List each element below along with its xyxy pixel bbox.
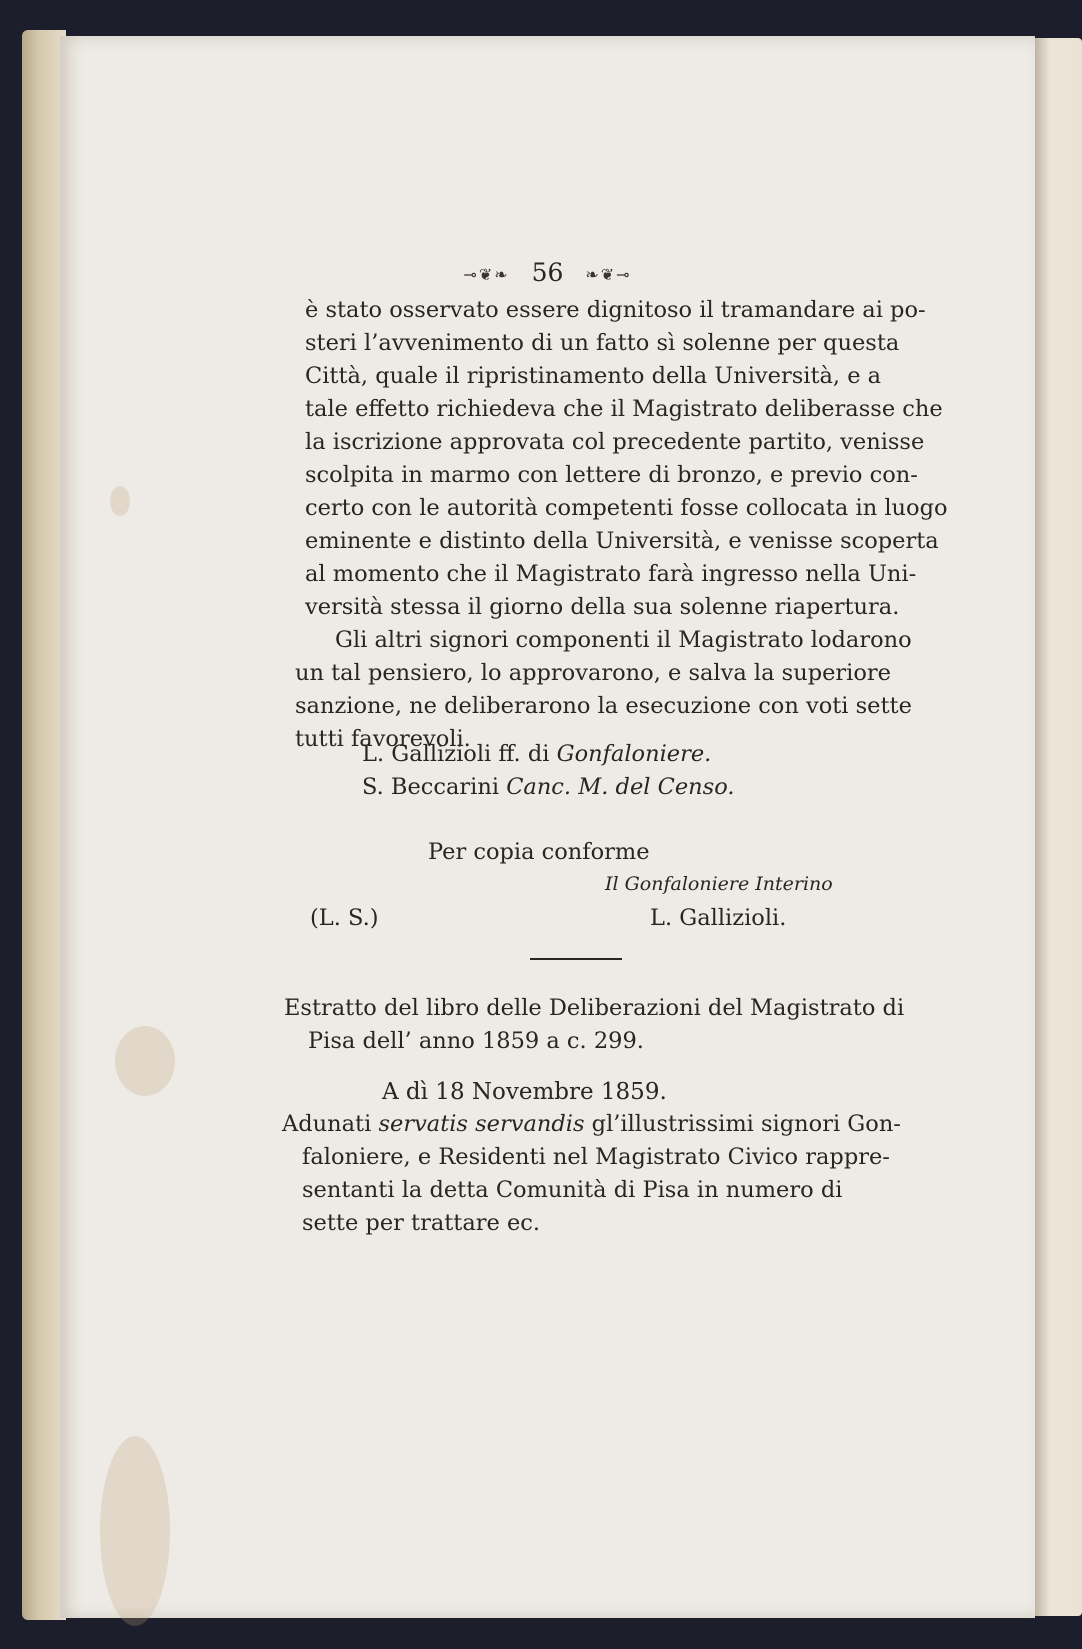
text-line: sentanti la detta Comunità di Pisa in numero di [302,1177,843,1203]
text-line: versità stessa il giorno della sua solenne riapertura. [305,594,900,620]
text-line: la iscrizione approvata col precedente partito, venisse [305,429,925,455]
text-line: è stato osservato essere dignitoso il tramandare ai po- [305,297,926,323]
copy-conforme: Per copia conforme [428,839,650,865]
next-page-edge [1032,38,1082,1616]
paragraph-1 [305,294,948,624]
page-number: 56 [531,258,564,287]
book-page [60,36,1035,1618]
text-line: sanzione, ne deliberarono la esecuzione con voti sette [295,693,912,719]
signature-beccarini: S. Beccarini Canc. M. del Censo. [362,774,735,800]
text-line: un tal pensiero, lo approvarono, e salva la superiore [295,660,891,686]
paragraph-2 [295,624,912,756]
text-line: Estratto del libro delle Deliberazioni del Magistrato di [284,995,905,1021]
text-line: steri l’avvenimento di un fatto sì solenne per questa [305,330,900,356]
divider-rule [530,958,622,960]
date-line: A dì 18 Novembre 1859. [382,1079,667,1105]
ornament-right-icon: ❧❦⊸ [585,265,632,284]
text-line: Città, quale il ripristinamento della Università, e a [305,363,882,389]
signature-gallizioli: L. Gallizioli ff. di Gonfaloniere. [362,741,712,767]
gonfaloniere-name: L. Gallizioli. [650,905,787,931]
text-line: Adunati servatis servandis gl’illustrissimi signori Gon- [282,1111,901,1137]
ornament-left-icon: ⊸❦❧ [463,265,510,284]
extract-heading [284,992,905,1058]
seal-mark: (L. S.) [310,905,379,931]
paragraph-3 [282,1108,901,1240]
text-line: certo con le autorità competenti fosse collocata in luogo [305,495,948,521]
text-line: faloniere, e Residenti nel Magistrato Civico rappre- [302,1144,890,1170]
text-line: eminente e distinto della Università, e venisse scoperta [305,528,939,554]
text-line: Pisa dell’ anno 1859 a c. 299. [308,1028,644,1054]
text-line: tale effetto richiedeva che il Magistrato deliberasse che [305,396,943,422]
text-line: sette per trattare ec. [302,1210,541,1236]
text-line: tutti favorevoli. [295,726,471,752]
text-line: al momento che il Magistrato farà ingresso nella Uni- [305,561,917,587]
text-line: scolpita in marmo con lettere di bronzo, e previo con- [305,462,918,488]
page-header [60,258,1035,287]
text-line: Gli altri signori componenti il Magistrato lodarono [335,627,912,653]
gonfaloniere-title: Il Gonfaloniere Interino [605,873,833,895]
